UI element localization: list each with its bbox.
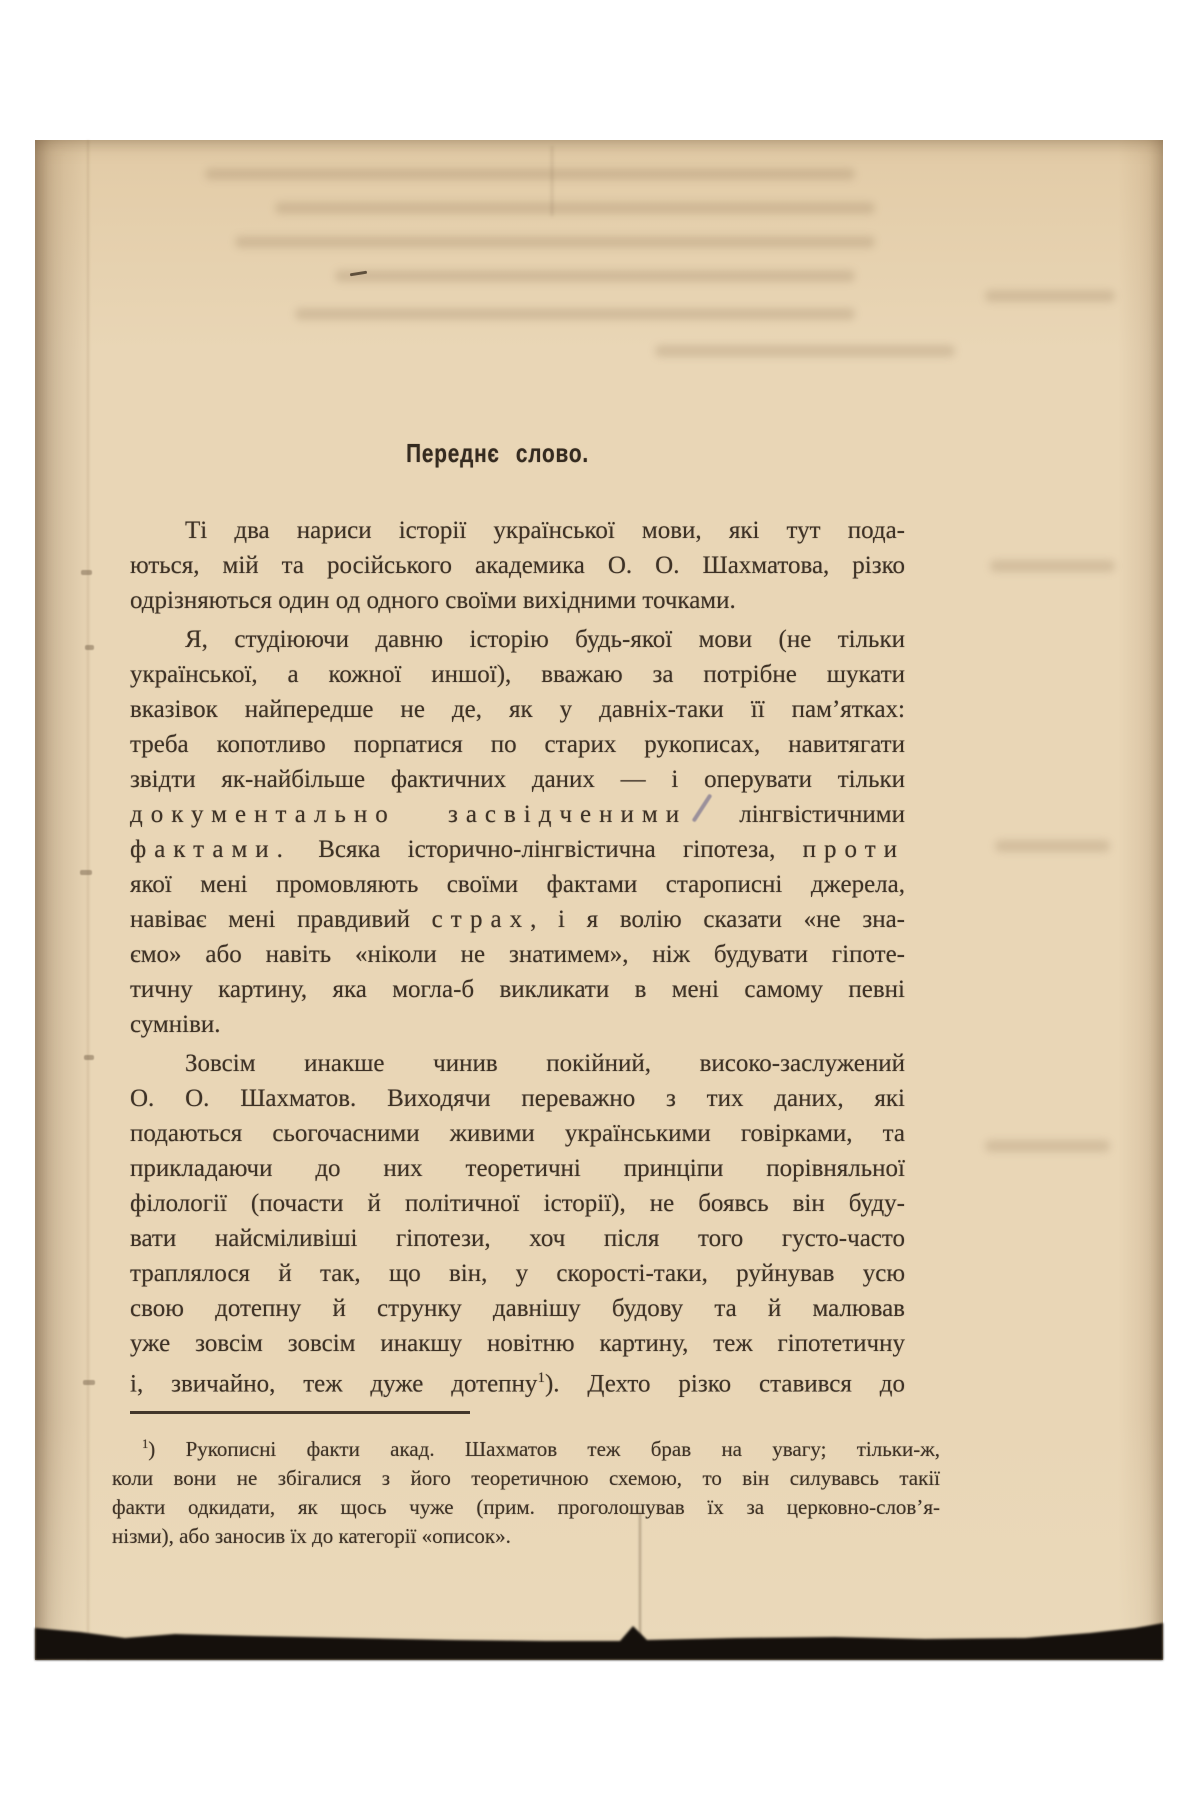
text-line: свою дотепну й струнку давнішу будову та й малював: [130, 1295, 905, 1322]
show-through-smudge: [990, 560, 1115, 572]
scanned-page: [35, 140, 1163, 1660]
edge-mark: [84, 1055, 94, 1060]
text-line: навіває мені правдивий страх, і я волію сказати «не зна-: [130, 906, 905, 933]
text-line: Я, студіюючи давню історію будь-якої мови (не тільки: [185, 626, 905, 653]
text-line: ємо» або навіть «ніколи не знатимем», ніж будувати гіпоте-: [130, 941, 905, 968]
footnote-rule: [130, 1411, 470, 1414]
text-block: [112, 438, 940, 1551]
text-line: вати найсміливіші гіпотези, хоч після того густо-часто: [130, 1225, 905, 1252]
text-line: ються, мій та російського академика О. О. Шахматова, різко: [130, 552, 905, 579]
text-line: сумніви.: [130, 1011, 221, 1038]
paragraph: [130, 1046, 905, 1401]
text-line: нізми), або заносив їх до категорії «описок».: [112, 1524, 511, 1549]
text-line: О. О. Шахматов. Виходячи переважно з тих даних, які: [130, 1085, 905, 1112]
show-through-smudge: [985, 1140, 1110, 1152]
show-through-smudge: [295, 308, 855, 320]
text-line: $^1$) Рукописні факти акад. Шахматов теж брав на увагу; тільки-ж,: [142, 1437, 940, 1462]
body-text: [130, 513, 905, 1401]
gutter-crease: [87, 140, 89, 1660]
text-line: Ті два нариси історії української мови, які тут пода-: [185, 517, 905, 544]
text-line: української, а кожної иншої), вважаю за потрібне шукати: [130, 661, 905, 688]
show-through-smudge: [235, 236, 875, 248]
text-line: якої мені промовляють своїми фактами старописні джерела,: [130, 871, 905, 898]
paragraph: [130, 513, 905, 618]
text-line: прикладаючи до них теоретичні принціпи порівняльної: [130, 1155, 905, 1182]
show-through-smudge: [335, 270, 855, 282]
show-through-smudge: [275, 202, 875, 214]
text-line: одрізняються один од одного своїми вихідними точками.: [130, 587, 736, 614]
text-line: філології (почасти й політичної історії), не боявсь він буду-: [130, 1190, 905, 1217]
text-line: факти одкидати, як щось чуже (прим. проголошував їх за церковно-слов’я-: [112, 1495, 940, 1520]
text-line: тичну картину, яка могла-б викликати в мені самому певні: [130, 976, 905, 1003]
paragraph: [130, 622, 905, 1042]
paper-crease: [551, 146, 553, 216]
text-line: коли вони не збігалися з його теоретичною схемою, то він силувавсь такії: [112, 1466, 940, 1491]
text-line: подаються сьогочасними живими українськими говірками, та: [130, 1120, 905, 1147]
text-line: уже зовсім зовсім инакшу новітню картину, теж гіпотетичну: [130, 1330, 905, 1357]
edge-mark: [83, 1380, 95, 1385]
text-line: звідти як-найбільше фактичних даних — і оперувати тільки: [130, 766, 905, 793]
show-through-smudge: [655, 345, 955, 357]
show-through-smudge: [995, 840, 1110, 852]
text-line: документально засвідченими лінгвістичними: [130, 801, 905, 828]
show-through-smudge: [205, 168, 855, 180]
text-line: і, звичайно, теж дуже дотепну$^1$). Дехто різко ставився до: [130, 1370, 905, 1398]
text-line: Зовсім инакше чинив покійний, високо-заслужений: [185, 1050, 905, 1077]
text-line: вказівок найпередше не де, як у давніх-таки її пам’ятках:: [130, 696, 905, 723]
show-through-smudge: [985, 290, 1115, 302]
book-bottom-edge: [35, 1618, 1163, 1660]
footnote: [112, 1430, 940, 1551]
page-title: Переднє слово.: [406, 438, 589, 468]
edge-mark: [80, 870, 92, 875]
text-line: фактами. Всяка історично-лінгвістична гіпотеза, проти: [130, 836, 905, 863]
text-line: треба копотливо порпатися по старих рукописах, навитягати: [130, 731, 905, 758]
text-line: траплялося й так, що він, у скорості-таки, руйнував усю: [130, 1260, 905, 1287]
